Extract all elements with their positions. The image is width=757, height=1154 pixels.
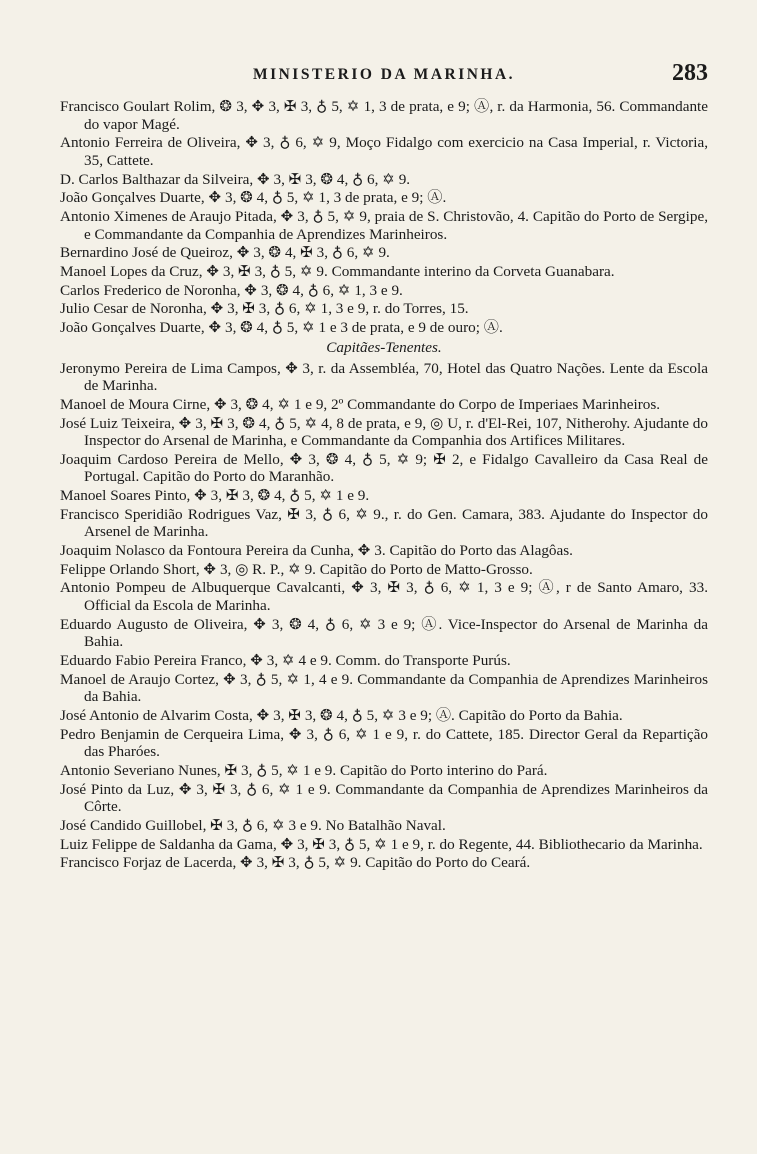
- list-item: Antonio Pompeu de Albuquerque Cavalcanti, ✥ 3, ✠ 3, ♁ 6, ✡ 1, 3 e 9; Ⓐ, r de Santo Amaro, 33. Official da Escola de Marinha.: [60, 579, 708, 615]
- list-item: Manoel de Moura Cirne, ✥ 3, ❂ 4, ✡ 1 e 9, 2º Commandante do Corpo de Imperiaes Marinheiros.: [60, 395, 661, 413]
- list-item: Antonio Severiano Nunes, ✠ 3, ♁ 5, ✡ 1 e 9. Capitão do Porto interino do Pará.: [60, 761, 548, 779]
- list-item: Pedro Benjamin de Cerqueira Lima, ✥ 3, ♁ 6, ✡ 1 e 9, r. do Cattete, 185. Director Geral da Repartição das Pharóes.: [60, 725, 708, 761]
- list-item: Eduardo Fabio Pereira Franco, ✥ 3, ✡ 4 e 9. Comm. do Transporte Purús.: [60, 652, 511, 669]
- list-item: Francisco Goulart Rolim, ❂ 3, ✥ 3, ✠ 3, ♁ 5, ✡ 1, 3 de prata, e 9; Ⓐ, r. da Harmonia, 56. Commandante do vapor Magé.: [60, 98, 708, 133]
- list-item: Felippe Orlando Short, ✥ 3, ◎ R. P., ✡ 9. Capitão do Porto de Matto-Grosso.: [60, 560, 533, 578]
- list-item: Jeronymo Pereira de Lima Campos, ✥ 3, r. da Assembléa, 70, Hotel das Quatro Nações. Lente da Escola de Marinha.: [60, 359, 708, 395]
- section-heading: Capitães-Tenentes.: [326, 338, 442, 356]
- list-item: Carlos Frederico de Noronha, ✥ 3, ❂ 4, ♁ 6, ✡ 1, 3 e 9.: [60, 281, 403, 299]
- list-item: Francisco Speridião Rodrigues Vaz, ✠ 3, ♁ 6, ✡ 9., r. do Gen. Camara, 383. Ajudante do Inspector do Arsenel de Marinha.: [60, 505, 708, 541]
- list-item: Antonio Ferreira de Oliveira, ✥ 3, ♁ 6, ✡ 9, Moço Fidalgo com exercicio na Casa Imperial, r. Victoria, 35, Cattete.: [60, 134, 708, 169]
- list-item: José Candido Guillobel, ✠ 3, ♁ 6, ✡ 3 e 9. No Batalhão Naval.: [60, 816, 446, 834]
- list-item: João Gonçalves Duarte, ✥ 3, ❂ 4, ♁ 5, ✡ 1 e 3 de prata, e 9 de ouro; Ⓐ.: [60, 318, 503, 336]
- list-item: D. Carlos Balthazar da Silveira, ✥ 3, ✠ 3, ❂ 4, ♁ 6, ✡ 9.: [60, 170, 411, 188]
- list-item: José Luiz Teixeira, ✥ 3, ✠ 3, ❂ 4, ♁ 5, ✡ 4, 8 de prata, e 9, ◎ U, r. d'El-Rei, 107, Nitherohy. Ajudante do Inspector do Arsenal de Marinha, e Commandante da Companhia dos Artifices Militares.: [60, 414, 708, 450]
- list-item: Joaquim Cardoso Pereira de Mello, ✥ 3, ❂ 4, ♁ 5, ✡ 9; ✠ 2, e Fidalgo Cavalleiro da Casa Real de Portugal. Capitão do Porto do Maranhão.: [60, 450, 708, 486]
- list-item: Manoel Soares Pinto, ✥ 3, ✠ 3, ❂ 4, ♁ 5, ✡ 1 e 9.: [60, 487, 370, 505]
- list-item: Luiz Felippe de Saldanha da Gama, ✥ 3, ✠ 3, ♁ 5, ✡ 1 e 9, r. do Regente, 44. Bibliothecario da Marinha.: [60, 835, 703, 853]
- list-item: Manoel Lopes da Cruz, ✥ 3, ✠ 3, ♁ 5, ✡ 9. Commandante interino da Corveta Guanabara.: [60, 262, 615, 280]
- list-item: Manoel de Araujo Cortez, ✥ 3, ♁ 5, ✡ 1, 4 e 9. Commandante da Companhia de Aprendizes Marinheiros da Bahia.: [60, 670, 708, 706]
- list-item: Joaquim Nolasco da Fontoura Pereira da Cunha, ✥ 3. Capitão do Porto das Alagôas.: [60, 542, 573, 560]
- page-number: 283: [672, 60, 708, 86]
- list-item: Bernardino José de Queiroz, ✥ 3, ❂ 4, ✠ 3, ♁ 6, ✡ 9.: [60, 244, 390, 262]
- entries-bottom: [60, 360, 708, 872]
- document-page: [60, 58, 708, 873]
- page-header: [60, 58, 708, 98]
- list-item: José Antonio de Alvarim Costa, ✥ 3, ✠ 3, ❂ 4, ♁ 5, ✡ 3 e 9; Ⓐ. Capitão do Porto da Bahia.: [60, 706, 623, 724]
- list-item: Julio Cesar de Noronha, ✥ 3, ✠ 3, ♁ 6, ✡ 1, 3 e 9, r. do Torres, 15.: [60, 300, 469, 318]
- running-title: MINISTERIO DA MARINHA.: [252, 66, 516, 83]
- list-item: Antonio Ximenes de Araujo Pitada, ✥ 3, ♁ 5, ✡ 9, praia de S. Christovão, 4. Capitão do Porto de Sergipe, e Commandante da Companhia de Aprendizes Marinheiros.: [60, 207, 708, 243]
- entries-top: [60, 98, 708, 337]
- list-item: Francisco Forjaz de Lacerda, ✥ 3, ✠ 3, ♁ 5, ✡ 9. Capitão do Porto do Ceará.: [60, 854, 531, 872]
- list-item: João Gonçalves Duarte, ✥ 3, ❂ 4, ♁ 5, ✡ 1, 3 de prata, e 9; Ⓐ.: [60, 189, 447, 207]
- list-item: Eduardo Augusto de Oliveira, ✥ 3, ❂ 4, ♁ 6, ✡ 3 e 9; Ⓐ. Vice-Inspector do Arsenal de Marinha da Bahia.: [60, 615, 708, 651]
- list-item: José Pinto da Luz, ✥ 3, ✠ 3, ♁ 6, ✡ 1 e 9. Commandante da Companhia de Aprendizes Marinheiros da Côrte.: [60, 780, 708, 816]
